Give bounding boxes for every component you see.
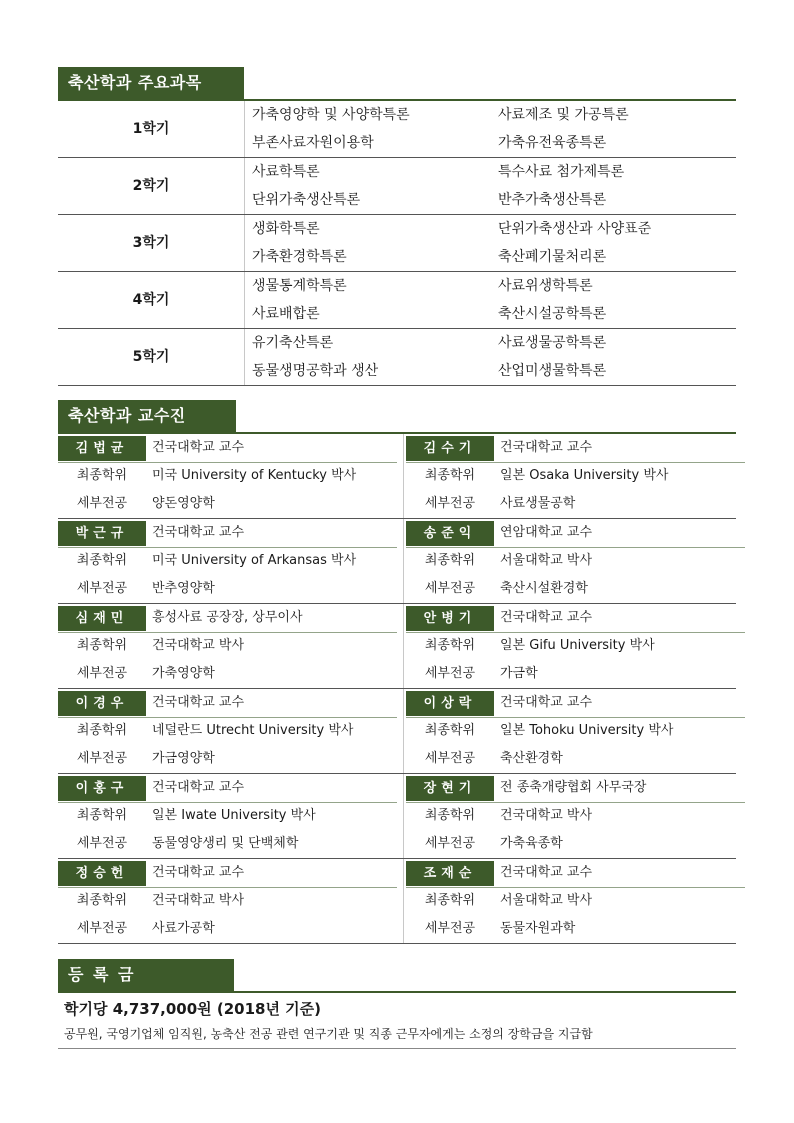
faculty-card — [406, 434, 745, 518]
faculty-position: 건국대학교 교수 — [152, 440, 245, 455]
tuition-note: 공무원, 국영기업체 임직원, 농축산 전공 관련 연구기관 및 직종 근무자에게는 소정의 장학금을 지급함 — [64, 1027, 593, 1041]
faculty-major: 사료생물공학 — [500, 496, 576, 511]
degree-label: 최종학위 — [424, 553, 476, 568]
major-label: 세부전공 — [76, 666, 128, 681]
faculty-card — [406, 689, 745, 773]
course-item: 가축유전육종특론 — [498, 135, 607, 151]
semester-label: 4학기 — [132, 292, 170, 308]
faculty-major: 가축육종학 — [500, 836, 563, 851]
faculty-row-3 — [58, 604, 736, 689]
faculty-card — [58, 604, 397, 688]
faculty-major: 가금학 — [500, 666, 538, 681]
faculty-position: 건국대학교 교수 — [500, 440, 593, 455]
faculty-major: 양돈영양학 — [152, 496, 215, 511]
faculty-row-5 — [58, 774, 736, 859]
faculty-major: 동물자원과학 — [500, 921, 576, 936]
faculty-card — [58, 519, 397, 603]
degree-label: 최종학위 — [424, 468, 476, 483]
degree-label: 최종학위 — [76, 553, 128, 568]
column-divider — [244, 158, 245, 214]
faculty-position: 흥성사료 공장장, 상무이사 — [152, 610, 303, 625]
faculty-name: 이상락 — [406, 691, 494, 716]
course-item: 사료생물공학특론 — [498, 335, 607, 351]
faculty-degree: 서울대학교 박사 — [500, 553, 593, 568]
major-label: 세부전공 — [76, 751, 128, 766]
courses-title: 축산학과 주요과목 — [58, 67, 244, 99]
major-label: 세부전공 — [424, 751, 476, 766]
faculty-major: 축산환경학 — [500, 751, 563, 766]
faculty-card — [406, 859, 745, 943]
course-item: 부존사료자원이용학 — [252, 135, 374, 151]
course-item: 축산시설공학특론 — [498, 306, 607, 322]
major-label: 세부전공 — [424, 836, 476, 851]
major-label: 세부전공 — [424, 666, 476, 681]
faculty-card — [58, 859, 397, 943]
faculty-degree: 서울대학교 박사 — [500, 893, 593, 908]
major-label: 세부전공 — [424, 496, 476, 511]
semester-label: 5학기 — [132, 349, 170, 365]
tuition-amount: 학기당 4,737,000원 (2018년 기준) — [64, 1000, 322, 1018]
faculty-row-2 — [58, 519, 736, 604]
faculty-major: 사료가공학 — [152, 921, 215, 936]
course-item: 특수사료 첨가제특론 — [498, 164, 625, 180]
course-item: 축산폐기물처리론 — [498, 249, 607, 265]
faculty-name: 이홍구 — [58, 776, 146, 801]
course-item: 유기축산특론 — [252, 335, 334, 351]
faculty-position: 건국대학교 교수 — [152, 525, 245, 540]
faculty-major: 축산시설환경학 — [500, 581, 588, 596]
major-label: 세부전공 — [76, 836, 128, 851]
degree-label: 최종학위 — [424, 893, 476, 908]
faculty-position: 건국대학교 교수 — [500, 865, 593, 880]
course-item: 가축영양학 및 사양학특론 — [252, 107, 410, 123]
faculty-position: 전 종축개량협회 사무국장 — [500, 780, 647, 795]
faculty-card — [58, 774, 397, 858]
faculty-major: 가금영양학 — [152, 751, 215, 766]
faculty-degree: 건국대학교 박사 — [152, 893, 245, 908]
faculty-position: 건국대학교 교수 — [152, 695, 245, 710]
faculty-card — [406, 519, 745, 603]
degree-label: 최종학위 — [424, 723, 476, 738]
semester-label: 1학기 — [132, 121, 170, 137]
degree-label: 최종학위 — [424, 808, 476, 823]
degree-label: 최종학위 — [76, 808, 128, 823]
faculty-name: 이경우 — [58, 691, 146, 716]
faculty-card — [406, 604, 745, 688]
course-item: 사료학특론 — [252, 164, 320, 180]
major-label: 세부전공 — [76, 921, 128, 936]
column-divider — [403, 434, 404, 518]
degree-label: 최종학위 — [76, 893, 128, 908]
faculty-major: 가축영양학 — [152, 666, 215, 681]
course-table — [58, 101, 736, 386]
semester-label: 2학기 — [132, 178, 170, 194]
column-divider — [244, 101, 245, 157]
faculty-degree: 미국 University of Kentucky 박사 — [152, 468, 357, 483]
faculty-degree: 일본 Iwate University 박사 — [152, 808, 316, 823]
tuition-section-header — [58, 959, 736, 993]
faculty-name: 정승헌 — [58, 861, 146, 886]
column-divider — [244, 215, 245, 271]
course-item: 생화학특론 — [252, 221, 320, 237]
course-item: 가축환경학특론 — [252, 249, 347, 265]
faculty-degree: 미국 University of Arkansas 박사 — [152, 553, 357, 568]
faculty-name: 김수기 — [406, 436, 494, 461]
tuition-header-rule — [58, 991, 736, 993]
course-item: 단위가축생산과 사양표준 — [498, 221, 652, 237]
faculty-row-4 — [58, 689, 736, 774]
faculty-degree: 일본 Osaka University 박사 — [500, 468, 669, 483]
faculty-title: 축산학과 교수진 — [58, 400, 236, 432]
column-divider — [244, 272, 245, 328]
faculty-degree: 일본 Tohoku University 박사 — [500, 723, 674, 738]
faculty-degree: 일본 Gifu University 박사 — [500, 638, 655, 653]
faculty-row-1 — [58, 434, 736, 519]
faculty-major: 동물영양생리 및 단백체학 — [152, 836, 299, 851]
faculty-position: 건국대학교 교수 — [152, 865, 245, 880]
major-label: 세부전공 — [424, 921, 476, 936]
major-label: 세부전공 — [424, 581, 476, 596]
faculty-position: 건국대학교 교수 — [500, 610, 593, 625]
column-divider — [403, 859, 404, 943]
faculty-card — [406, 774, 745, 858]
column-divider — [403, 604, 404, 688]
faculty-card — [58, 689, 397, 773]
faculty-table — [58, 434, 736, 944]
faculty-position: 건국대학교 교수 — [500, 695, 593, 710]
faculty-row-6 — [58, 859, 736, 944]
faculty-major: 반추영양학 — [152, 581, 215, 596]
faculty-section-header — [58, 400, 736, 434]
degree-label: 최종학위 — [76, 638, 128, 653]
column-divider — [403, 689, 404, 773]
semester-row-4 — [58, 272, 736, 329]
semester-row-3 — [58, 215, 736, 272]
course-item: 사료배합론 — [252, 306, 320, 322]
course-item: 반추가축생산특론 — [498, 192, 607, 208]
course-item: 산업미생물학특론 — [498, 363, 607, 379]
tuition-title: 등 록 금 — [58, 959, 234, 991]
course-item: 단위가축생산특론 — [252, 192, 361, 208]
faculty-position: 연암대학교 교수 — [500, 525, 593, 540]
semester-row-2 — [58, 158, 736, 215]
major-label: 세부전공 — [76, 496, 128, 511]
course-item: 사료위생학특론 — [498, 278, 593, 294]
faculty-name: 안병기 — [406, 606, 494, 631]
major-label: 세부전공 — [76, 581, 128, 596]
faculty-name: 심재민 — [58, 606, 146, 631]
degree-label: 최종학위 — [76, 723, 128, 738]
faculty-degree: 건국대학교 박사 — [500, 808, 593, 823]
faculty-name: 장현기 — [406, 776, 494, 801]
faculty-degree: 건국대학교 박사 — [152, 638, 245, 653]
course-item: 동물생명공학과 생산 — [252, 363, 379, 379]
course-item: 사료제조 및 가공특론 — [498, 107, 629, 123]
faculty-degree: 네덜란드 Utrecht University 박사 — [152, 723, 354, 738]
semester-row-1 — [58, 101, 736, 158]
faculty-position: 건국대학교 교수 — [152, 780, 245, 795]
semester-label: 3학기 — [132, 235, 170, 251]
faculty-card — [58, 434, 397, 518]
faculty-name: 조재순 — [406, 861, 494, 886]
degree-label: 최종학위 — [424, 638, 476, 653]
column-divider — [403, 774, 404, 858]
semester-row-5 — [58, 329, 736, 386]
tuition-rule — [58, 1048, 736, 1049]
course-item: 생물통계학특론 — [252, 278, 347, 294]
degree-label: 최종학위 — [76, 468, 128, 483]
column-divider — [403, 519, 404, 603]
faculty-name: 송준익 — [406, 521, 494, 546]
column-divider — [244, 329, 245, 385]
faculty-name: 김법균 — [58, 436, 146, 461]
courses-section-header — [58, 67, 736, 101]
faculty-name: 박근규 — [58, 521, 146, 546]
